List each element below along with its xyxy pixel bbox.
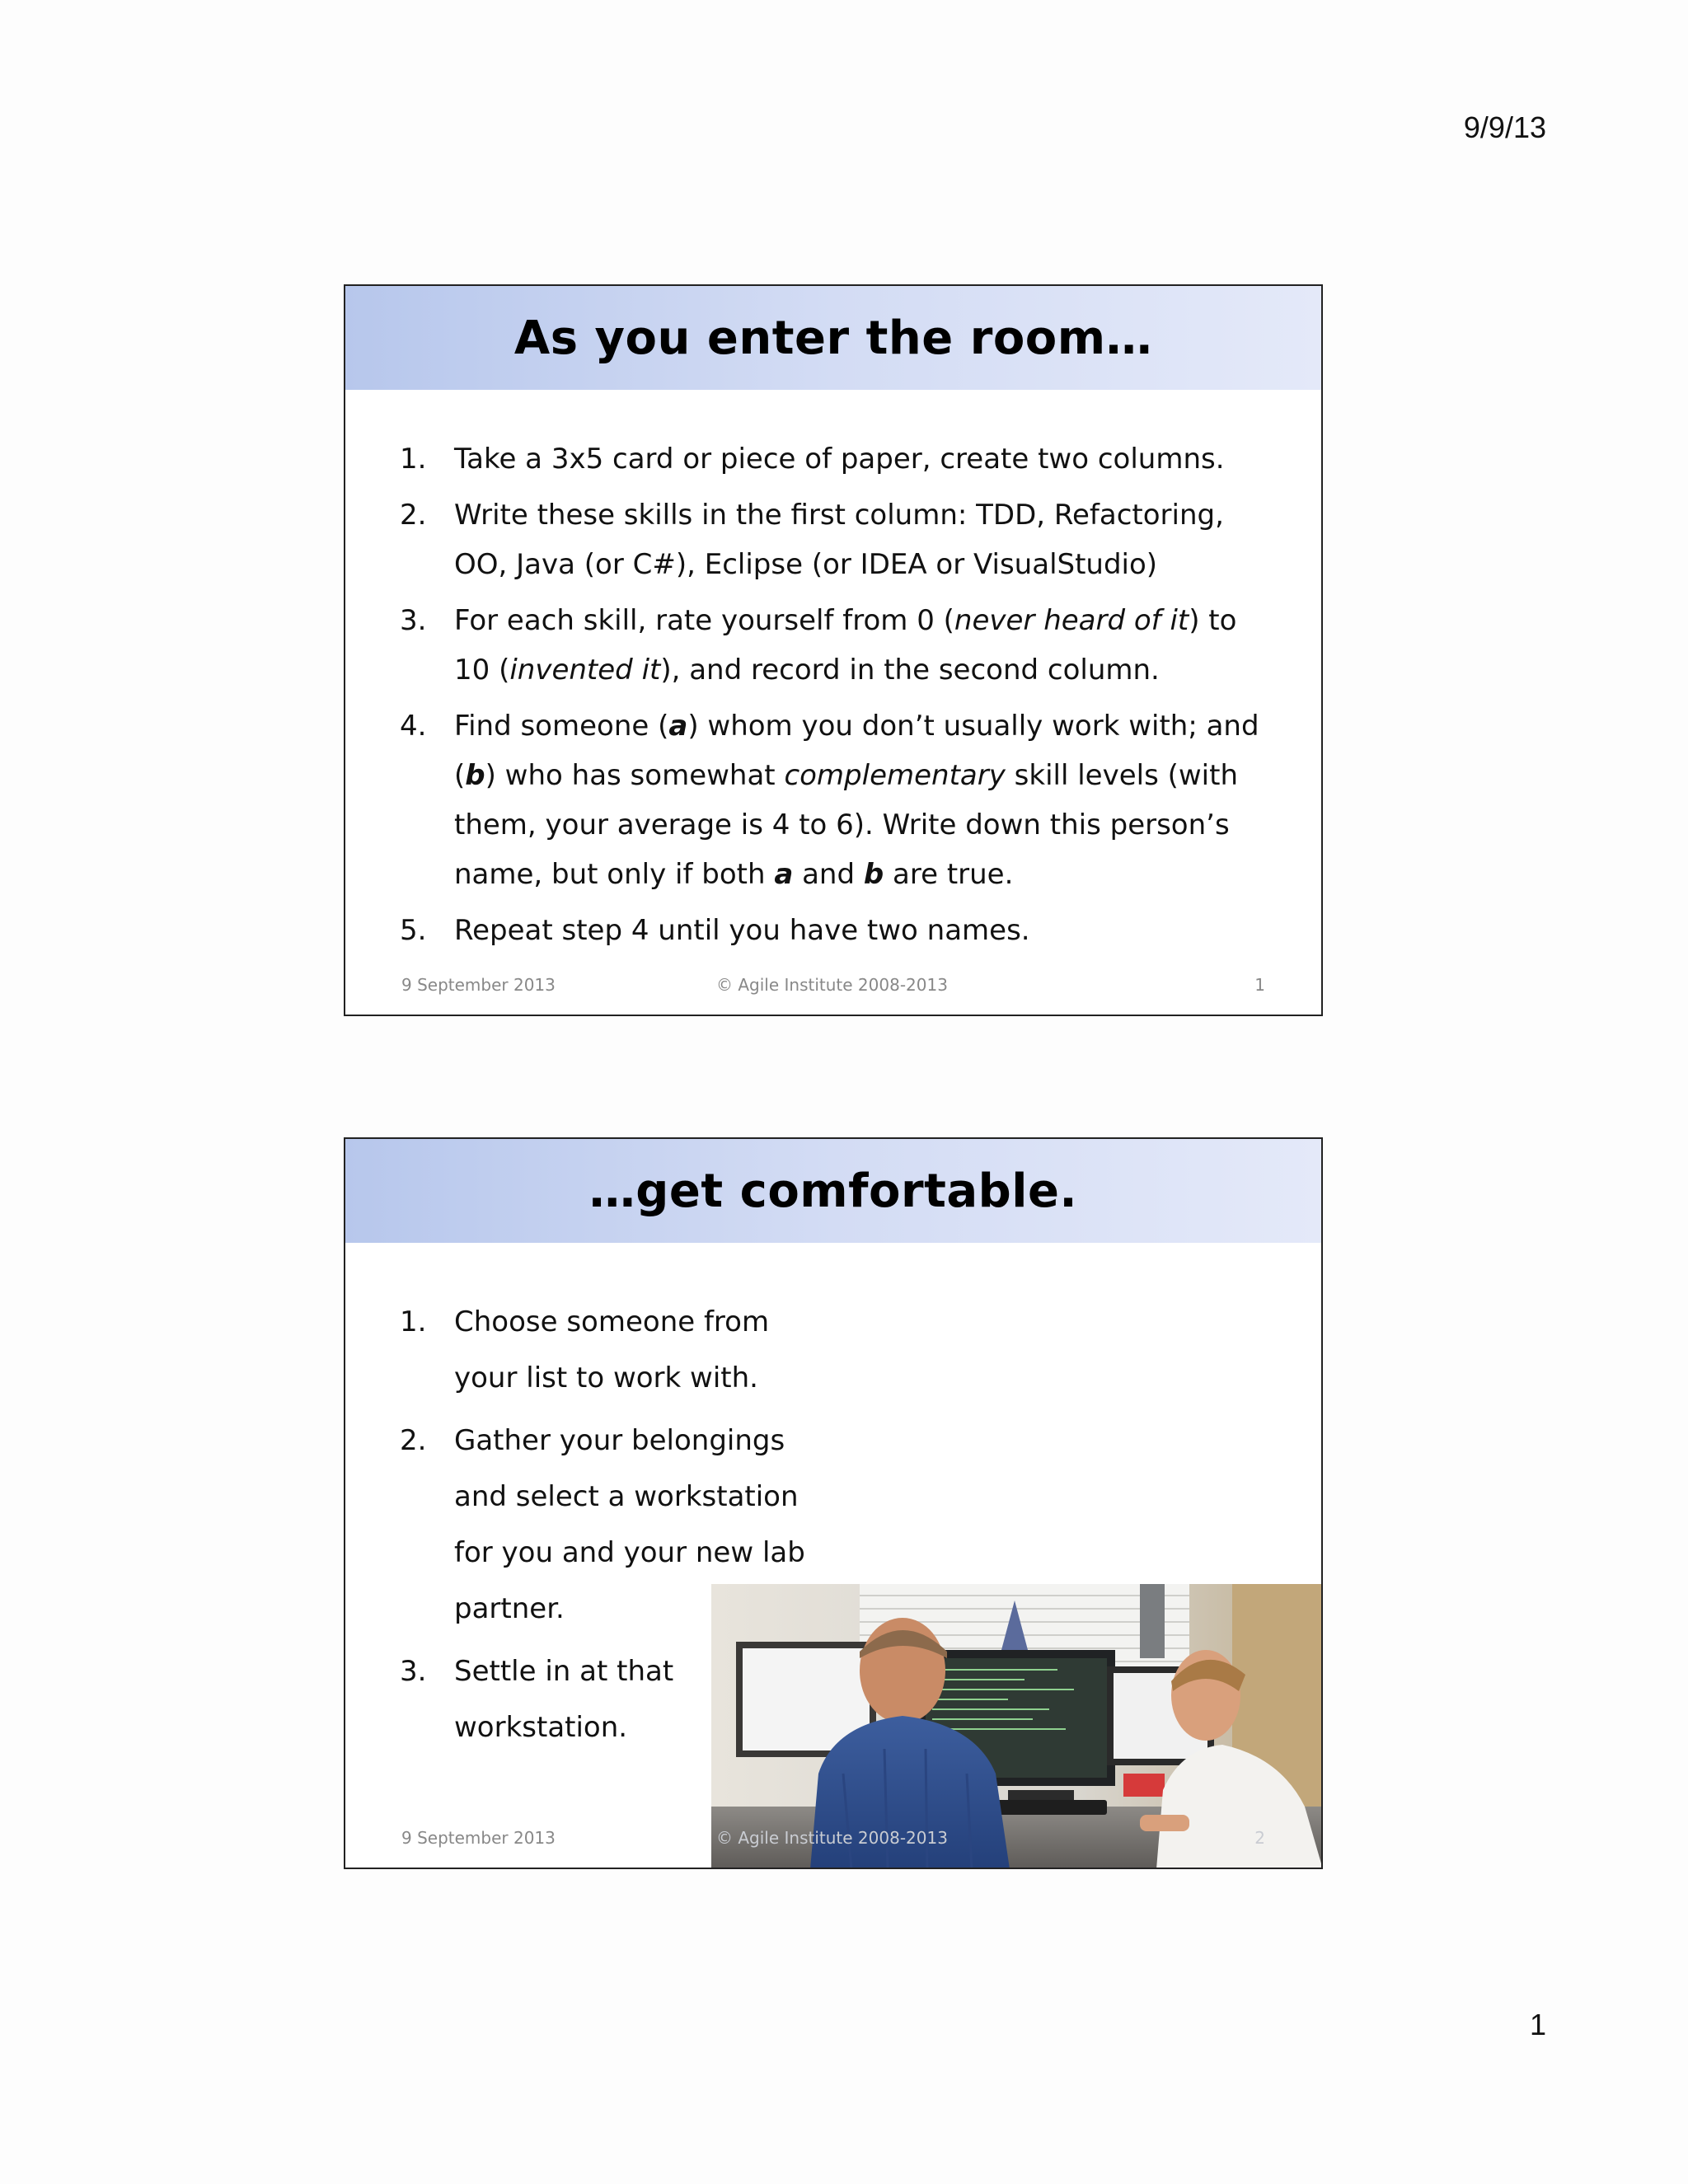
- step-text-run: a: [774, 858, 794, 891]
- slide-title: As you enter the room…: [513, 311, 1153, 365]
- step-item: [400, 701, 1273, 899]
- step-item: [400, 906, 1273, 955]
- step-text-run: complementary: [784, 759, 1006, 792]
- step-text-run: Find someone (: [454, 710, 669, 743]
- step-text-run: Write these skills in the first column: TDD, Refactoring, OO, Java (or C#), Eclipse (or IDEA or VisualStudio): [454, 499, 1224, 581]
- step-text: [454, 434, 1273, 484]
- step-item: [400, 596, 1273, 695]
- step-text-run: never heard of it: [954, 604, 1189, 637]
- step-item: [400, 490, 1273, 589]
- step-text: [454, 906, 1273, 955]
- step-item: [400, 1294, 828, 1406]
- slide-1: [344, 284, 1323, 1016]
- step-text-run: ) who has somewhat: [485, 759, 785, 792]
- slide-header: [345, 286, 1321, 390]
- step-text-run: b: [465, 759, 485, 792]
- footer-copyright: © Agile Institute 2008-2013: [716, 1828, 948, 1848]
- step-text: [454, 701, 1273, 899]
- step-text: [454, 1294, 828, 1406]
- step-text-run: a: [668, 710, 688, 743]
- page-number: 1: [1529, 2008, 1546, 2041]
- footer-copyright: © Agile Institute 2008-2013: [716, 975, 948, 995]
- step-text-run: For each skill, rate yourself from 0 (: [454, 604, 954, 637]
- slide-2: [344, 1137, 1323, 1869]
- step-number: 2.: [400, 1424, 427, 1457]
- step-text-run: skill levels (with them, your average is 4 to 6). Write down this person’s name, but only if both: [454, 759, 1238, 891]
- step-number: 1.: [400, 443, 427, 476]
- footer-slide-number: 1: [1254, 975, 1265, 995]
- photo-two-developers-at-workstation: [711, 1584, 1323, 1869]
- step-text-run: and: [793, 858, 864, 891]
- step-number: 1.: [400, 1305, 427, 1338]
- step-text-run: Repeat step 4 until you have two names.: [454, 914, 1030, 947]
- step-text-run: ) to 10 (: [454, 604, 1237, 687]
- step-number: 4.: [400, 710, 427, 743]
- slide-footer: [345, 1828, 1321, 1853]
- step-text-run: ) whom you don’t usually work with; and (: [454, 710, 1259, 792]
- slide-title: …get comfortable.: [588, 1164, 1078, 1218]
- step-text-run: are true.: [884, 858, 1014, 891]
- step-text-run: Settle in at that workstation.: [454, 1655, 674, 1744]
- step-text-run: b: [863, 858, 884, 891]
- step-number: 5.: [400, 914, 427, 947]
- step-text: [454, 490, 1273, 589]
- steps-list: [400, 434, 1273, 962]
- footer-date: 9 September 2013: [401, 975, 556, 995]
- slide-footer: [345, 975, 1321, 1000]
- step-number: 2.: [400, 499, 427, 532]
- step-text-run: ), and record in the second column.: [660, 654, 1160, 687]
- step-number: 3.: [400, 1655, 427, 1688]
- page-date: 9/9/13: [1463, 110, 1546, 144]
- step-text-run: Take a 3x5 card or piece of paper, create two columns.: [454, 443, 1225, 476]
- step-text-run: invented it: [509, 654, 661, 687]
- slide-header: [345, 1139, 1321, 1243]
- step-text-run: Choose someone from your list to work with.: [454, 1305, 770, 1394]
- step-item: [400, 434, 1273, 484]
- step-number: 3.: [400, 604, 427, 637]
- footer-date: 9 September 2013: [401, 1828, 556, 1848]
- step-text: [454, 596, 1273, 695]
- footer-slide-number: 2: [1254, 1828, 1265, 1848]
- step-text-run: Gather your belongings and select a workstation for you and your new lab partner.: [454, 1424, 805, 1625]
